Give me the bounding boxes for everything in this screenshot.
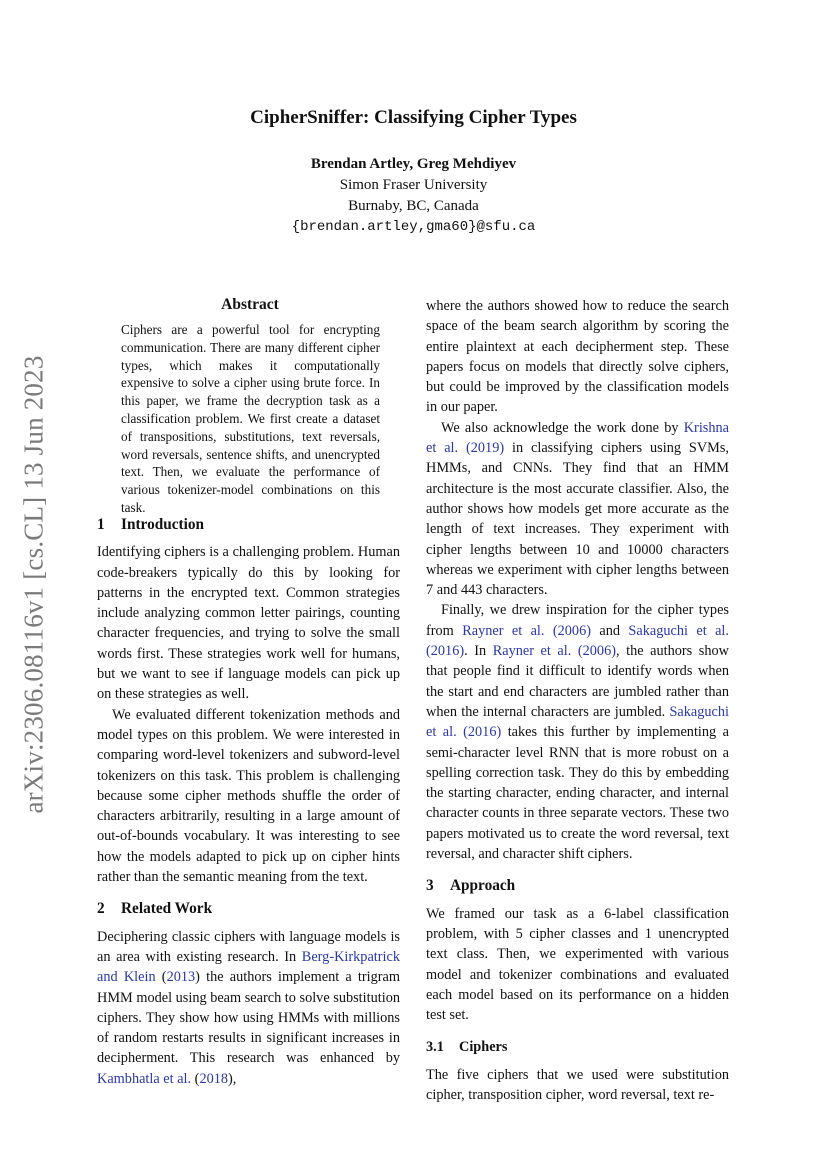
abstract-text xyxy=(121,321,380,517)
related-work-paragraph-3: Finally, we drew inspiration for the cipher types from Rayner et al. (2006) and Sakaguchi et al. (2016). In Rayner et al. (2006), the authors show that people find it difficult to identify words when the start and end characters are jumbled rather than when the internal characters are jumbled. Sakaguchi et al. (2016) takes this further by implementing a semi-character level RNN that is more robust on a spelling correction task. They do this by embedding the starting character, ending character, and internal character counts in three separate vectors. These two papers motivated us to create the word reversal, text reversal, and character shift ciphers. xyxy=(426,602,729,863)
author-location: Burnaby, BC, Canada xyxy=(348,198,479,214)
author-email: {brendan.artley,gma60}@sfu.ca xyxy=(291,219,536,235)
arxiv-identifier: arXiv:2306.08116v1 [cs.CL] 13 Jun 2023 xyxy=(18,355,49,814)
section-heading-related-work: 2 Related Work xyxy=(97,900,213,918)
citation-link[interactable]: Berg-Kirkpatrick and Klein xyxy=(97,948,400,986)
citation-link[interactable]: Sakaguchi et al. (2016) xyxy=(426,622,729,660)
citation-year-link[interactable]: 2013 xyxy=(166,969,196,986)
paper-title: CipherSniffer: Classifying Cipher Types xyxy=(250,107,577,128)
related-work-paragraph-2: We also acknowledge the work done by Krishna et al. (2019) in classifying ciphers using SVMs, HMMs, and CNNs. They find that an HMM architecture is the most accurate classifier. Also, the author shows how models get more accurate as the length of text increases. They experiment with cipher lengths between 10 and 10000 characters whereas we experiment with cipher lengths between 7 and 443 characters. xyxy=(426,419,729,599)
author-affiliation: Simon Fraser University xyxy=(339,177,488,193)
subsection-heading-ciphers: 3.1 Ciphers xyxy=(426,1039,508,1056)
abstract-paragraph: Ciphers are a powerful tool for encrypting communication. There are many different cipher types, which makes it computationally expensive to solve a cipher using brute force. In this paper, we frame the decryption task as a classification problem. We first create a dataset of transpositions, substitutions, text reversals, word reversals, sentence shifts, and unencrypted text. Then, we evaluate the performance of various tokenizer-model combinations on this task. xyxy=(121,322,380,515)
intro-paragraph-2: We evaluated different tokenization methods and model types on this problem. We were interested in comparing word-level tokenizers and subword-level tokenizers on this task. This problem is challenging because some cipher methods shuffle the order of characters arbitrarily, resulting in a large amount of out-of-bounds vocabulary. It was interesting to see how the models adapted to pick up on cipher hints rather than the semantic meaning from the text. xyxy=(97,706,400,886)
section-heading-approach: 3 Approach xyxy=(426,877,516,895)
right-column xyxy=(426,296,729,1105)
section-heading-introduction: 1 Introduction xyxy=(97,516,205,533)
citation-link[interactable]: Krishna et al. (2019) xyxy=(426,419,729,457)
citation-year-link[interactable]: 2018 xyxy=(199,1070,229,1087)
left-column xyxy=(97,515,400,1089)
citation-link[interactable]: Sakaguchi et al. (2016) xyxy=(426,703,729,741)
author-names: Brendan Artley, Greg Mehdiyev xyxy=(310,156,517,172)
intro-paragraph-1: Identifying ciphers is a challenging problem. Human code-breakers typically do this by looking for patterns in the encrypted text. Common strategies include analyzing common letter pairings, counting character frequencies, and trying to solve the small words first. These strategies work well for humans, but we want to see if language models can pick up on these strategies as well. xyxy=(97,544,400,703)
citation-link[interactable]: Kambhatla et al. xyxy=(97,1070,192,1087)
approach-paragraph-1: We framed our task as a 6-label classification problem, with 5 cipher classes and 1 unencrypted text class. Then, we experimented with various model and tokenizer combinations and evaluated each model based on its performance on a hidden test set. xyxy=(426,905,729,1024)
abstract-heading: Abstract xyxy=(221,296,279,313)
citation-link[interactable]: Rayner et al. (2006) xyxy=(462,622,591,639)
citation-link[interactable]: Rayner et al. (2006) xyxy=(492,643,616,660)
related-work-paragraph-1: Deciphering classic ciphers with language models is an area with existing research. In Berg-Kirkpatrick and Klein (2013) the authors implement a trigram HMM model using beam search to solve substitution ciphers. They show how using HMMs with millions of random restarts results in significant increases in decipherment. This research was enhanced by Kambhatla et al. (2018), xyxy=(97,928,400,1087)
ciphers-paragraph-1: The five ciphers that we used were substitution cipher, transposition cipher, word reversal, text re- xyxy=(426,1066,729,1103)
author-block xyxy=(0,154,827,238)
related-work-continuation: where the authors showed how to reduce the search space of the beam search algorithm by scoring the entire plaintext at each decipherment step. These papers focus on models that directly solve ciphers, but could be improved by the classification models in our paper. xyxy=(426,298,729,416)
